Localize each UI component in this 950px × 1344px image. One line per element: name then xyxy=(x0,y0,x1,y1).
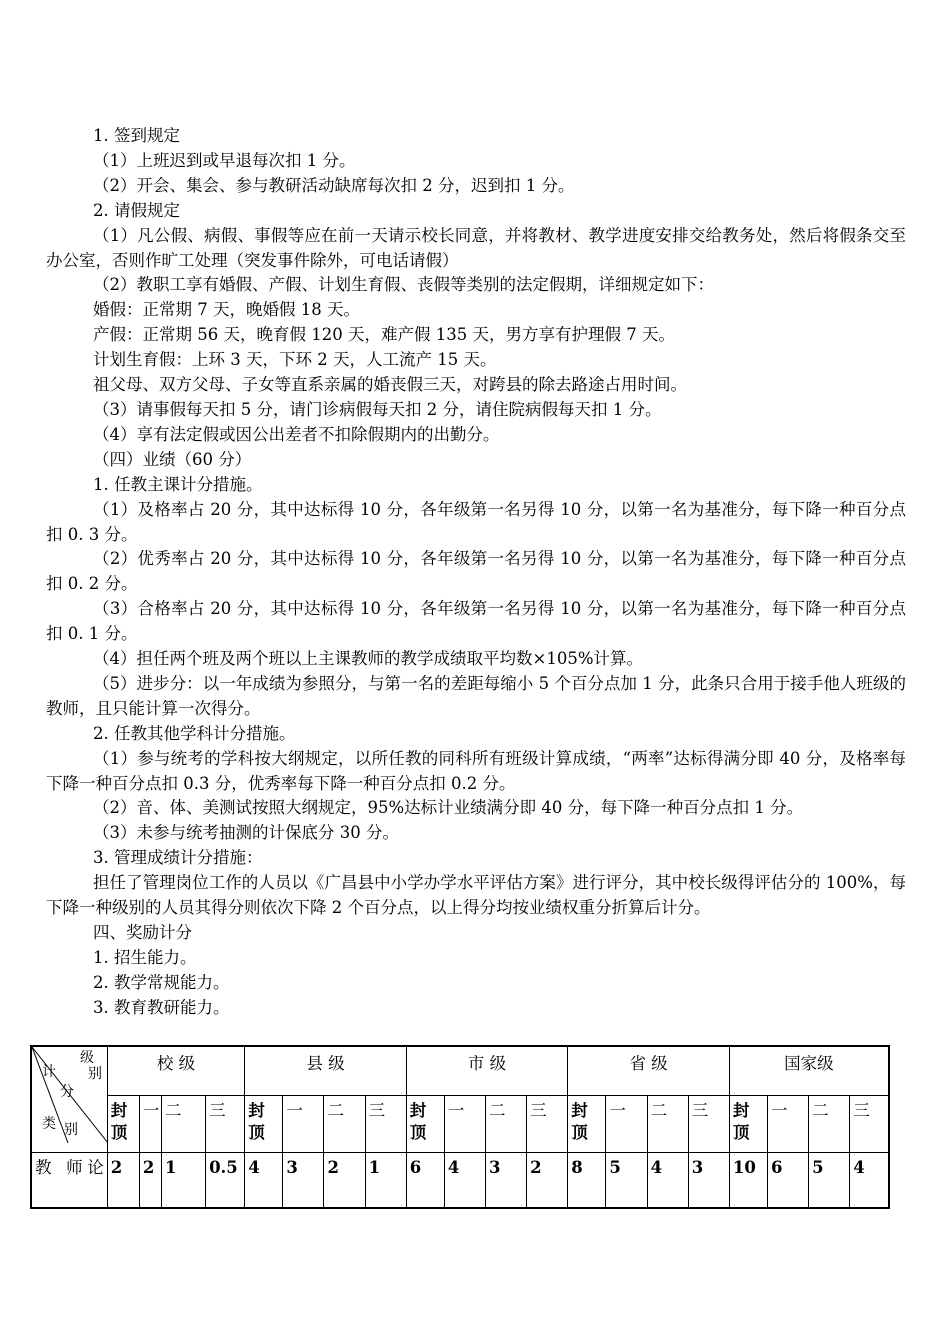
table-cell-county-1: 3 xyxy=(283,1153,324,1209)
subheader-school-0: 封顶 xyxy=(107,1096,139,1153)
paragraph: 计划生育假：上环 3 天，下环 2 天，人工流产 15 天。 xyxy=(93,350,497,370)
table-cell-national-2: 5 xyxy=(809,1153,850,1209)
table-corner-cell xyxy=(31,1046,107,1153)
corner-ji: 计 xyxy=(42,1064,56,1080)
table-cell-national-1: 6 xyxy=(767,1153,808,1209)
paragraph: （四）业绩（60 分） xyxy=(93,449,252,469)
subheader-city-1: 一 xyxy=(444,1096,485,1153)
corner-bie: 别 xyxy=(88,1066,102,1082)
subheader-national-2: 二 xyxy=(809,1096,850,1153)
table-cell-city-1: 4 xyxy=(444,1153,485,1209)
subheader-county-2: 二 xyxy=(324,1096,365,1153)
paragraph: 1. 签到规定 xyxy=(93,126,180,145)
subheader-province-1: 一 xyxy=(606,1096,647,1153)
table-cell-province-3: 3 xyxy=(688,1153,729,1209)
table-cell-city-3: 2 xyxy=(527,1153,568,1209)
paragraph: （1）参与统考的学科按大纲规定，以所任教的同科所有班级计算成绩，“两率”达标得满分即 40 分，及格率每下降一种百分点扣 0.3 分，优秀率每下降一种百分点扣 0.2 分。 xyxy=(46,748,906,793)
table-cell-national-3: 4 xyxy=(850,1153,889,1209)
reward-score-table xyxy=(30,1045,890,1209)
paragraph: （1）及格率占 20 分，其中达标得 10 分，各年级第一名另得 10 分，以第一名为基准分，每下降一种百分点扣 0. 3 分。 xyxy=(46,499,906,544)
paragraph: （4）担任两个班及两个班以上主课教师的教学成绩取平均数×105%计算。 xyxy=(93,649,643,669)
level-school: 校 级 xyxy=(107,1046,244,1096)
paragraph: 1. 任教主课计分措施。 xyxy=(93,474,263,494)
table-cell-province-2: 4 xyxy=(647,1153,688,1209)
paragraph: 2. 请假规定 xyxy=(93,200,180,220)
paragraph: （1）凡公假、病假、事假等应在前一天请示校长同意，并将教材、教学进度安排交给教务处，然后将假条交至办公室，否则作旷工处理（突发事件除外，可电话请假） xyxy=(46,225,906,270)
table-row xyxy=(31,1153,889,1209)
paragraph: （5）进步分：以一年成绩为参照分，与第一名的差距每缩小 5 个百分点加 1 分，此条只合用于接手他人班级的教师，且只能计算一次得分。 xyxy=(46,673,906,718)
table-cell-school-3: 0.5 xyxy=(206,1153,245,1209)
paragraph: 产假：正常期 56 天，晚育假 120 天，难产假 135 天，男方享有护理假 7 天。 xyxy=(93,325,675,345)
paragraph: 四、奖励计分 xyxy=(93,923,192,942)
level-county: 县 级 xyxy=(245,1046,407,1096)
table-cell-school-1: 2 xyxy=(139,1153,161,1209)
subheader-row xyxy=(31,1096,889,1153)
paragraph: 祖父母、双方父母、子女等直系亲属的婚丧假三天，对跨县的除去路途占用时间。 xyxy=(93,375,687,395)
level-city: 市 级 xyxy=(406,1046,568,1096)
corner-ji2: 级 xyxy=(80,1050,94,1066)
level-province: 省 级 xyxy=(568,1046,730,1096)
subheader-province-3: 三 xyxy=(688,1096,729,1153)
subheader-school-3: 三 xyxy=(206,1096,245,1153)
subheader-school-1: 一 xyxy=(139,1096,161,1153)
table-cell-county-0: 4 xyxy=(245,1153,283,1209)
paragraph: （3）请事假每天扣 5 分，请门诊病假每天扣 2 分，请住院病假每天扣 1 分。 xyxy=(93,399,662,419)
subheader-county-0: 封顶 xyxy=(245,1096,283,1153)
subheader-province-0: 封顶 xyxy=(568,1096,606,1153)
table-cell-school-2: 1 xyxy=(161,1153,205,1209)
paragraph: （2）优秀率占 20 分，其中达标得 10 分，各年级第一名另得 10 分，以第一名为基准分，每下降一种百分点扣 0. 2 分。 xyxy=(46,549,906,594)
paragraph: 3. 管理成绩计分措施： xyxy=(93,848,263,868)
paragraph: 3. 教育教研能力。 xyxy=(93,997,230,1017)
paragraph: （3）合格率占 20 分，其中达标得 10 分，各年级第一名另得 10 分，以第一名为基准分，每下降一种百分点扣 0. 1 分。 xyxy=(46,599,906,644)
paragraph: 担任了管理岗位工作的人员以《广昌县中小学办学水平评估方案》进行评分，其中校长级得评估分的 100%，每下降一种级别的人员其得分则依次下降 2 个百分点，以上得分均按业绩权重分折算后计分。 xyxy=(46,873,906,918)
document-body xyxy=(46,124,906,1021)
table-cell-province-0: 8 xyxy=(568,1153,606,1209)
table-cell-city-2: 3 xyxy=(486,1153,527,1209)
subheader-national-3: 三 xyxy=(850,1096,889,1153)
paragraph: （1）上班迟到或早退每次扣 1 分。 xyxy=(93,150,356,170)
corner-bie2: 别 xyxy=(64,1122,78,1138)
table-cell-city-0: 6 xyxy=(406,1153,444,1209)
level-national: 国家级 xyxy=(729,1046,889,1096)
table-cell-national-0: 10 xyxy=(729,1153,767,1209)
subheader-national-1: 一 xyxy=(767,1096,808,1153)
subheader-county-1: 一 xyxy=(283,1096,324,1153)
corner-fen: 分 xyxy=(60,1084,74,1100)
table-cell-province-1: 5 xyxy=(606,1153,647,1209)
paragraph: （2）音、体、美测试按照大纲规定，95%达标计业绩满分即 40 分，每下降一种百分点扣 1 分。 xyxy=(93,798,804,818)
paragraph: （2）开会、集会、参与教研活动缺席每次扣 2 分，迟到扣 1 分。 xyxy=(93,175,575,195)
paragraph: 2. 任教其他学科计分措施。 xyxy=(93,723,296,743)
table-cell-county-2: 2 xyxy=(324,1153,365,1209)
paragraph: （4）享有法定假或因公出差者不扣除假期内的出勤分。 xyxy=(93,424,500,444)
subheader-province-2: 二 xyxy=(647,1096,688,1153)
subheader-county-3: 三 xyxy=(365,1096,406,1153)
paragraph: 2. 教学常规能力。 xyxy=(93,972,230,992)
subheader-city-2: 二 xyxy=(486,1096,527,1153)
subheader-school-2: 二 xyxy=(161,1096,205,1153)
table-cell-county-3: 1 xyxy=(365,1153,406,1209)
subheader-city-0: 封顶 xyxy=(406,1096,444,1153)
subheader-national-0: 封顶 xyxy=(729,1096,767,1153)
paragraph: 婚假：正常期 7 天，晚婚假 18 天。 xyxy=(93,300,360,320)
row-label-teacher-paper: 教 师论 xyxy=(31,1153,107,1209)
corner-lei: 类 xyxy=(42,1116,56,1132)
table-cell-school-0: 2 xyxy=(107,1153,139,1209)
subheader-city-3: 三 xyxy=(527,1096,568,1153)
paragraph: （2）教职工享有婚假、产假、计划生育假、丧假等类别的法定假期，详细规定如下： xyxy=(93,275,714,295)
paragraph: 1. 招生能力。 xyxy=(93,947,197,967)
paragraph: （3）未参与统考抽测的计保底分 30 分。 xyxy=(93,823,399,843)
